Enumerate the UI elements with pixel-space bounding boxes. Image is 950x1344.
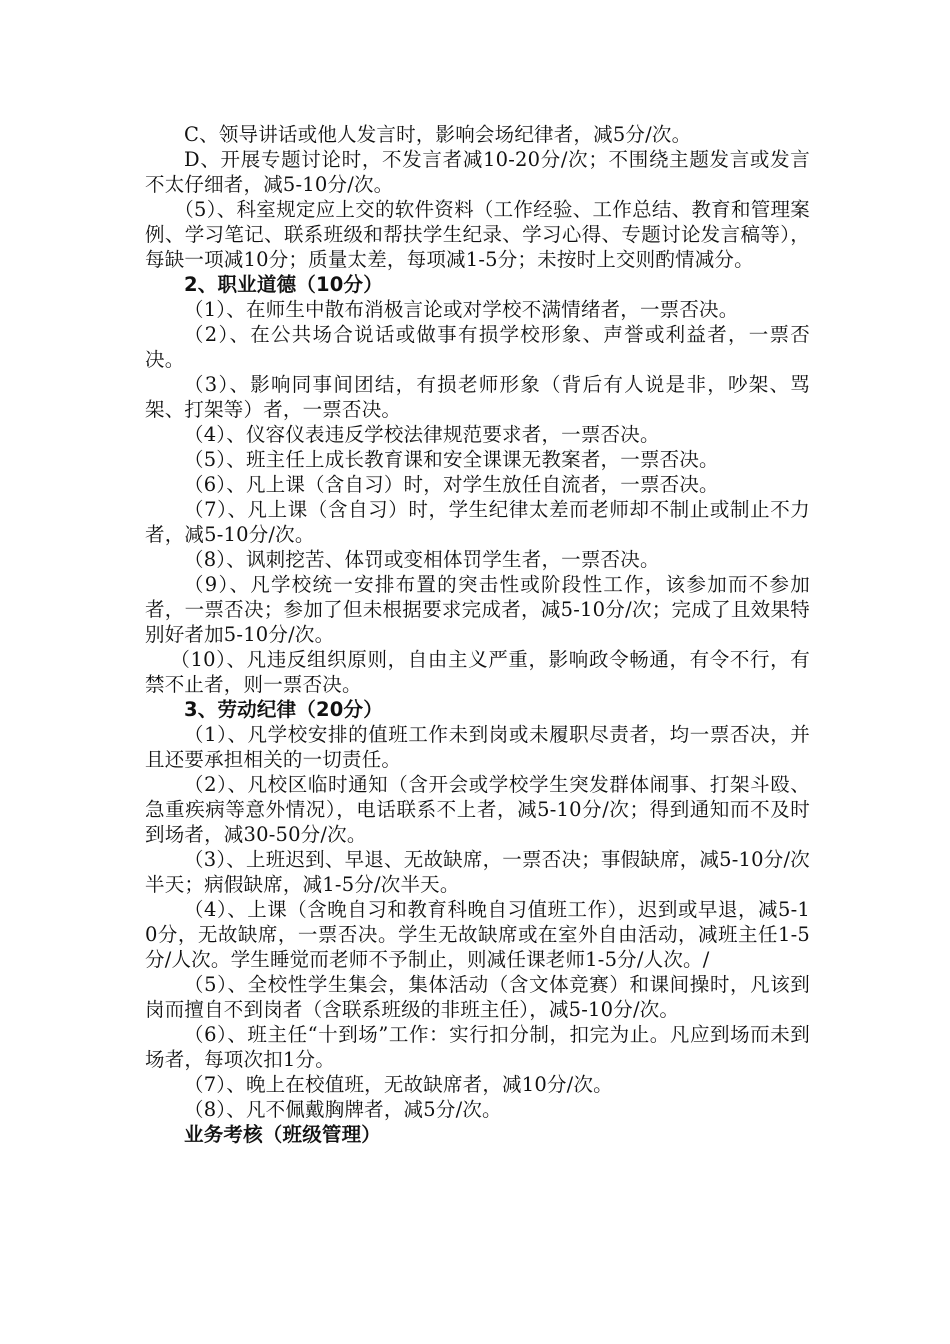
paragraph: （3）、影响同事间团结，有损老师形象（背后有人说是非，吵架、骂架、打架等）者，一票否决。 xyxy=(145,373,810,421)
paragraph: （5）、班主任上成长教育课和安全课课无教案者，一票否决。 xyxy=(184,448,719,471)
paragraph: （7）、凡上课（含自习）时，学生纪律太差而老师却不制止或制止不力者，减5-10分/次。 xyxy=(145,498,810,546)
paragraph: （5）、全校性学生集会，集体活动（含文体竞赛）和课间操时，凡该到岗而擅自不到岗者（含联系班级的非班主任），减5-10分/次。 xyxy=(145,973,810,1021)
paragraph: （5）、科室规定应上交的软件资料（工作经验、工作总结、教育和管理案例、学习笔记、联系班级和帮扶学生纪录、学习心得、专题讨论发言稿等），每缺一项减10分；质量太差，每项减1-5分；未按时上交则酌情减分。 xyxy=(145,198,810,271)
paragraph: （10）、凡违反组织原则，自由主义严重，影响政令畅通，有令不行，有禁不止者，则一票否决。 xyxy=(145,648,810,696)
paragraph: （8）、凡不佩戴胸牌者，减5分/次。 xyxy=(184,1098,502,1121)
paragraph: （1）、凡学校安排的值班工作未到岗或未履职尽责者，均一票否决，并且还要承担相关的一切责任。 xyxy=(145,723,810,771)
paragraph: （4）、仪容仪表违反学校法律规范要求者，一票否决。 xyxy=(184,423,660,446)
paragraph: D、开展专题讨论时，不发言者减10-20分/次；不围绕主题发言或发言不太仔细者，减5-10分/次。 xyxy=(145,148,810,196)
paragraph: （6）、凡上课（含自习）时，对学生放任自流者，一票否决。 xyxy=(184,473,719,496)
paragraph: （9）、凡学校统一安排布置的突击性或阶段性工作，该参加而不参加者，一票否决；参加了但未根据要求完成者，减5-10分/次；完成了且效果特别好者加5-10分/次。 xyxy=(145,573,810,646)
paragraph: （2）、在公共场合说话或做事有损学校形象、声誉或利益者，一票否决。 xyxy=(145,323,810,371)
paragraph: （8）、讽刺挖苦、体罚或变相体罚学生者，一票否决。 xyxy=(184,548,660,571)
section-heading: 业务考核（班级管理） xyxy=(184,1123,382,1146)
paragraph: （1）、在师生中散布消极言论或对学校不满情绪者，一票否决。 xyxy=(184,298,739,321)
paragraph: （3）、上班迟到、早退、无故缺席，一票否决；事假缺席，减5-10分/次半天；病假缺席，减1-5分/次半天。 xyxy=(145,848,810,896)
section-heading: 3、劳动纪律（20分） xyxy=(184,698,383,721)
paragraph: （7）、晚上在校值班，无故缺席者，减10分/次。 xyxy=(184,1073,613,1096)
section-heading: 2、职业道德（10分） xyxy=(184,273,383,296)
paragraph: （4）、上课（含晚自习和教育科晚自习值班工作），迟到或早退，减5-10分，无故缺席，一票否决。学生无故缺席或在室外自由活动，减班主任1-5分/人次。学生睡觉而老师不予制止，则减任课老师1-5分/人次。/ xyxy=(145,898,810,971)
paragraph: （6）、班主任“十到场”工作：实行扣分制，扣完为止。凡应到场而未到场者，每项次扣1分。 xyxy=(145,1023,810,1071)
paragraph: （2）、凡校区临时通知（含开会或学校学生突发群体闹事、打架斗殴、急重疾病等意外情况），电话联系不上者，减5-10分/次；得到通知而不及时到场者，减30-50分/次。 xyxy=(145,773,810,846)
document-body xyxy=(145,122,810,1147)
paragraph: C、领导讲话或他人发言时，影响会场纪律者，减5分/次。 xyxy=(184,123,692,146)
